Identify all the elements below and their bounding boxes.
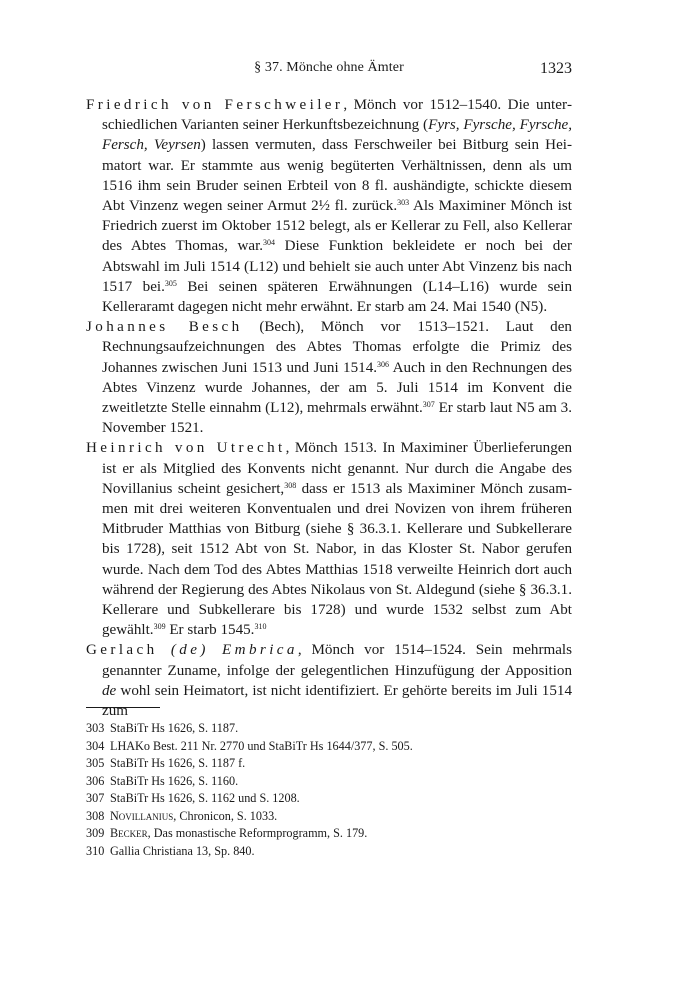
footnote-ref[interactable]: 305: [164, 278, 177, 288]
footnote: 309 Becker, Das monastische Reformprogramm, S. 179.: [86, 825, 572, 843]
footnote-ref[interactable]: 306: [377, 359, 390, 369]
entry-name: Gerlach: [86, 642, 158, 659]
entry-name: Johannes Besch: [86, 319, 243, 336]
footnote-number: 303: [86, 721, 105, 735]
page-number: 1323: [540, 60, 572, 77]
footnote-ref[interactable]: 309: [153, 622, 166, 632]
footnote: 303 StaBiTr Hs 1626, S. 1187.: [86, 720, 572, 738]
footnote-ref[interactable]: 308: [284, 480, 297, 490]
footnote-number: 309: [86, 826, 105, 840]
footnote: 307 StaBiTr Hs 1626, S. 1162 und S. 1208.: [86, 790, 572, 808]
footnote: 305 StaBiTr Hs 1626, S. 1187 f.: [86, 755, 572, 773]
footnote: 304 LHAKo Best. 211 Nr. 2770 und StaBiTr Hs 1644/377, S. 505.: [86, 738, 572, 756]
footnotes: [86, 720, 572, 860]
footnote-separator: [86, 707, 160, 708]
running-head: § 37. Mönche ohne Ämter: [254, 60, 404, 75]
entry-name: Friedrich von Ferschweiler: [86, 97, 344, 113]
entry: Friedrich von Ferschweiler, Mönch vor 1512–1540. Die unterschiedlichen Varianten seiner Herkunftsbezeichnung (Fyrs, Fyrsche, Fyrsche, Fersch, Veyrsen) lassen vermuten, dass Ferschweiler bei Bitburg sein Heimatort war. Er stammte aus wenig begüterten Verhältnissen, denn als um 1516 ihm sein Bruder seinen Erbteil von 8 fl. aushändigte, schickte diesem Abt Vinzenz wegen seiner Armut 2½ fl. zurück.$^{303}$ Als Maximiner Mönch ist Friedrich zuerst im Oktober 1512 belegt, als er Kellerar zu Fell, also Kellerar des Abtes Thomas, war.$^{304}$ Diese Funktion bekleidete er noch bei der Abtswahl im Juli 1514 (L12) und behielt sie auch unter Abt Vinzenz bis nach 1517 bei.$^{305}$ Bei seinen späteren Erwähnungen (L14–L16) wurde sein Kelleraramt dagegen nicht mehr erwähnt. Er starb am 24. Mai 1540 (N5).: [86, 97, 573, 316]
footnote: 306 StaBiTr Hs 1626, S. 1160.: [86, 773, 572, 791]
footnote: 310 Gallia Christiana 13, Sp. 840.: [86, 843, 572, 861]
footnote-number: 308: [86, 808, 105, 823]
main-text: [86, 95, 572, 721]
footnote: 308 Novillanius, Chronicon, S. 1033.: [86, 808, 572, 826]
page-header: [86, 60, 572, 82]
footnote-ref[interactable]: 310: [254, 622, 267, 632]
footnote-ref[interactable]: 303: [397, 198, 410, 208]
footnote-number: 304: [86, 738, 105, 753]
footnote-ref[interactable]: 304: [263, 238, 276, 248]
footnote-number: 307: [86, 791, 105, 805]
footnote-number: 310: [86, 843, 105, 858]
footnote-number: 305: [86, 756, 105, 770]
entry-name-extra: (de) Embrica: [157, 642, 298, 659]
entry-name: Heinrich von Utrecht: [86, 440, 286, 457]
entry: Gerlach (de) Embrica, Mönch vor 1514–1524. Sein mehrmals genannter Zuname, infolge der gelegentlichen Hinzufügung der Apposition de wohl sein Heimatort, ist nicht identifiziert. Er gehörte bereits im Juli 1514 zum: [86, 642, 572, 720]
footnote-ref[interactable]: 307: [422, 400, 435, 410]
footnote-number: 306: [86, 773, 105, 788]
entry: Heinrich von Utrecht, Mönch 1513. In Maximiner Überlieferungen ist er als Mitglied des Konvents nicht genannt. Nur durch die Angabe des Novillanius scheint gesichert,$^{308}$ dass er 1513 als Maximiner Mönch zusammen mit drei weiteren Konventualen und drei Novizen von ihrem früheren Mitbruder Matthias von Bitburg (siehe § 36.3.1. Kellerare und Subkellerare bis 1728), seit 1512 Abt von St. Nabor, in das Kloster St. Nabor gerufen wurde. Nach dem Tod des Abtes Matthias 1518 verweilte Heinrich dort auch während der Regierung des Abtes Nikolaus von St. Aldegund (siehe § 36.3.1. Kellerare und Subkellerare bis 1728) und wurde 1532 selbst zum Abt gewählt.$^{309}$ Er starb 1545.$^{310}$: [86, 440, 572, 639]
entry: Johannes Besch (Bech), Mönch vor 1513–1521. Laut den Rechnungsaufzeichnungen des Abtes Thomas erfolgte die Primiz des Johannes zwischen Juni 1513 und Juni 1514.$^{306}$ Auch in den Rechnungen des Abtes Vinzenz wurde Johannes, der am 5. Juli 1514 im Konvent die zweitletzte Stelle einnahm (L12), mehrmals erwähnt.$^{307}$ Er starb laut N5 am 3. November 1521.: [86, 319, 573, 437]
